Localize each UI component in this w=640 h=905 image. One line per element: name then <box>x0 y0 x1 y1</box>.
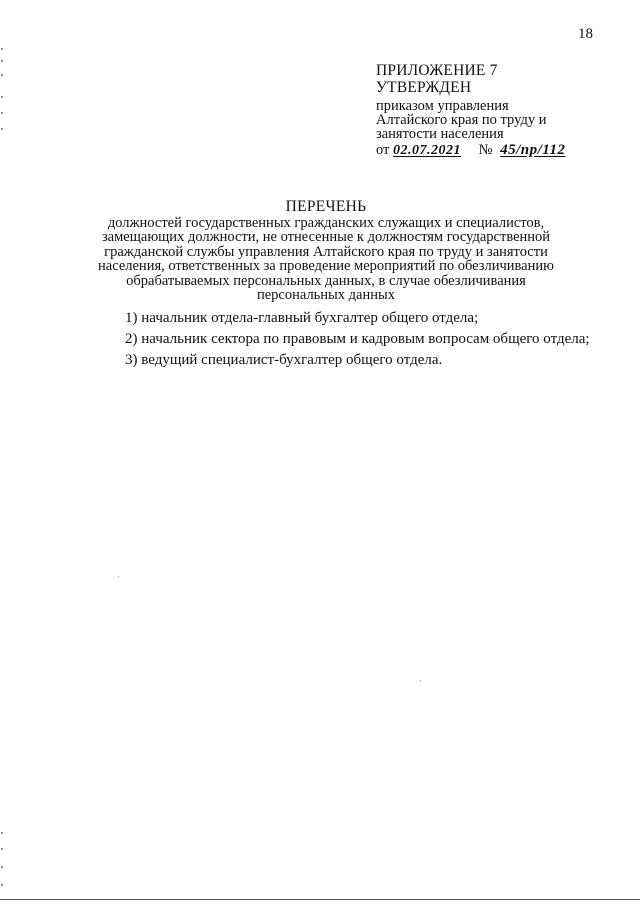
scan-mark <box>1 128 3 130</box>
number-prefix: № <box>478 142 493 158</box>
title-subtitle-line: обрабатываемых персональных данных, в случае обезличивания <box>126 272 526 289</box>
order-line: Алтайского края по труду и <box>376 112 547 128</box>
list-item: 2) начальник сектора по правовым и кадровым вопросам общего отдела; <box>125 331 590 347</box>
scan-mark <box>1 60 3 62</box>
order-line: занятости населения <box>376 126 504 142</box>
document-title <box>90 198 562 302</box>
order-number: 45/пр/112 <box>500 142 566 158</box>
scan-mark <box>1 48 3 50</box>
title-subtitle-line: должностей государственных гражданских служащих и специалистов, <box>107 215 545 231</box>
scan-mark <box>1 832 3 834</box>
list-item: 3) ведущий специалист-бухгалтер общего отдела. <box>125 352 443 368</box>
positions-list <box>125 308 605 371</box>
page-number: 18 <box>578 26 593 42</box>
scan-speck <box>420 680 421 681</box>
annex-label: ПРИЛОЖЕНИЕ 7 <box>376 62 498 79</box>
title-subtitle-line: персональных данных <box>256 287 395 304</box>
scan-mark <box>1 848 3 850</box>
date-number-row <box>376 142 616 159</box>
scan-mark <box>1 866 3 868</box>
order-line: приказом управления <box>376 98 509 114</box>
list-item: 1) начальник отдела-главный бухгалтер общего отдела; <box>125 310 479 326</box>
order-date: 02.07.2021 <box>393 143 462 158</box>
scan-mark <box>1 112 3 114</box>
approved-label: УТВЕРЖДЕН <box>376 79 472 96</box>
title-heading: ПЕРЕЧЕНЬ <box>285 198 367 215</box>
scan-bottom-edge <box>0 899 640 900</box>
title-subtitle-line: населения, ответственных за проведение мероприятий по обезличиванию <box>98 258 554 275</box>
scan-mark <box>1 96 3 98</box>
title-subtitle-line: гражданской службы управления Алтайского края по труду и занятости <box>104 243 548 260</box>
title-subtitle-line: замещающих должности, не отнесенные к должностям государственной <box>101 229 551 246</box>
scan-mark <box>1 74 3 76</box>
scan-mark <box>1 884 3 886</box>
date-prefix: от <box>376 142 390 158</box>
approval-block <box>376 62 616 159</box>
scan-speck <box>118 576 119 577</box>
